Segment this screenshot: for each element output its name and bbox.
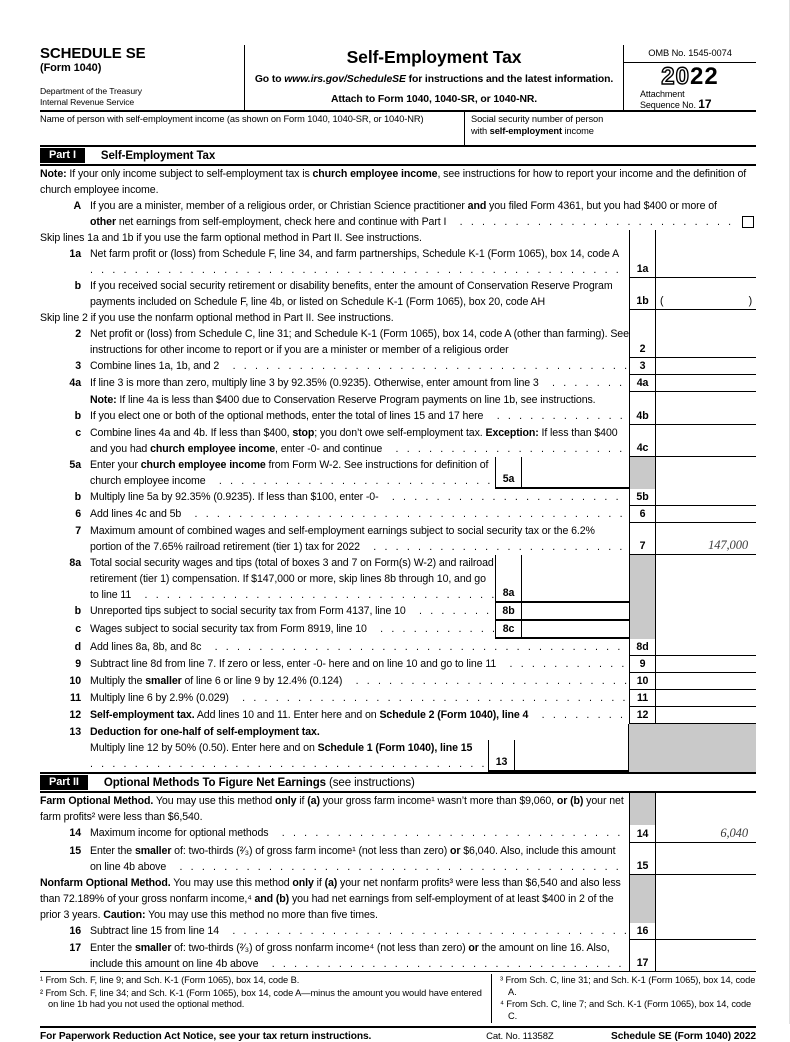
line-9-label-cell: 9 (629, 656, 656, 673)
line-8a-inline-box (495, 555, 629, 603)
form-title-block (245, 45, 624, 110)
form-title: Self-Employment Tax (346, 47, 522, 67)
shaded-cell (629, 793, 656, 825)
line-4b-amount-cell[interactable] (656, 408, 756, 425)
line-14-label-cell: 14 (629, 825, 656, 843)
line-5b-number: b (74, 491, 81, 503)
amount-cell (656, 603, 756, 621)
line-11-text: Multiply line 6 by 2.9% (0.029) . . . (90, 690, 629, 706)
line-10-row (40, 673, 756, 690)
line-13-row (40, 740, 756, 772)
amount-cell (656, 310, 756, 326)
line-9-text: Subtract line 8d from line 7. If zero or less, enter -0- here and on line 10 and go to line 11 . . . (90, 656, 629, 672)
year-solid-part: 22 (690, 63, 719, 90)
nonfarm-optional-method-row (40, 875, 756, 923)
line-4b-text: If you elect one or both of the optional methods, enter the total of lines 15 and 17 here . . . (90, 408, 629, 424)
attachment-label: Attachment (640, 89, 685, 99)
shaded-area (628, 740, 756, 772)
line-8c-inline-box (495, 621, 629, 639)
farm-optional-method-row (40, 793, 756, 825)
sequence-label: Sequence No. (640, 100, 699, 110)
line-2-number: 2 (75, 328, 81, 340)
line-4c-number: c (75, 427, 81, 439)
line-4c-row (40, 425, 756, 457)
line-8a-number: 8a (69, 557, 81, 569)
line-3-row (40, 358, 756, 375)
line-8d-label-cell: 8d (629, 639, 656, 656)
line-8a-label-cell: 8a (495, 555, 522, 602)
line-5a-entry[interactable] (522, 457, 629, 488)
line-7-value: 147,000 (708, 538, 748, 552)
line-14-number: 14 (69, 827, 81, 839)
line-9-number: 9 (75, 658, 81, 670)
line-9-amount-cell[interactable] (656, 656, 756, 673)
part2-header (40, 772, 756, 793)
line-8b-inline-box (495, 603, 629, 621)
line-5a-text: Enter your church employee income from Form W-2. See instructions for definition of church employee income . . . (90, 457, 495, 489)
farm-optional-method-text: Farm Optional Method. You may use this method only if (a) your gross farm income¹ wasn’t more than $9,060, or (b) your net farm profits² were less than $6,540. (40, 795, 624, 823)
line-A-text: If you are a minister, member of a religious order, or Christian Science practitioner and you filed Form 4361, but you had $400 or more of other net earnings from self-employment, check here and continue with Part I . . . (90, 198, 734, 230)
ssn-field[interactable] (464, 112, 756, 145)
line-14-row (40, 825, 756, 843)
line-3-number: 3 (75, 360, 81, 372)
amount-cell (656, 621, 756, 639)
footnote-2: ² From Sch. F, line 34; and Sch. K-1 (Form 1065), box 14, code A—minus the amount you would have entered on line 1b had you not used the optional method. (40, 987, 482, 1009)
amount-cell (656, 875, 756, 923)
footer-form-id: Schedule SE (Form 1040) 2022 (611, 1031, 756, 1042)
line-5b-text: Multiply line 5a by 92.35% (0.9235). If less than $100, enter -0- . . . (90, 489, 629, 505)
name-field (40, 112, 464, 145)
line-12-label-cell: 12 (629, 707, 656, 724)
line-13-inline-box (488, 740, 628, 772)
spacer (40, 740, 90, 772)
line-8d-text: Add lines 8a, 8b, and 8c . . . (90, 639, 629, 655)
line-4a-note-row (40, 392, 756, 408)
ssn-field-label-line2: with self-employment income (471, 126, 594, 136)
line-17-row (40, 940, 756, 972)
line-4c-amount-cell[interactable] (656, 425, 756, 457)
omb-year-block (624, 45, 756, 110)
label-cell (629, 310, 656, 326)
footnotes-right-column (492, 974, 756, 1023)
paperwork-notice: For Paperwork Reduction Act Notice, see your tax return instructions. (40, 1031, 372, 1042)
line-17-number: 17 (69, 942, 81, 954)
line-1a-number: 1a (69, 248, 81, 260)
shaded-area (628, 724, 756, 740)
line-A-checkbox[interactable] (742, 216, 754, 228)
name-field-label: Name of person with self-employment income (as shown on Form 1040, 1040-SR, or 1040-NR) (40, 114, 424, 124)
line-8a-text: Total social security wages and tips (total of boxes 3 and 7 on Form(s) W-2) and railroad retirement (tier 1) compensation. If $147,000 or more, skip lines 8b through 10, and go to line 11 . . . (90, 555, 495, 603)
line-8d-amount-cell[interactable] (656, 639, 756, 656)
line-15-row (40, 843, 756, 875)
shaded-cell (629, 875, 656, 923)
line-8c-label-cell: 8c (495, 621, 522, 638)
line-17-text: Enter the smaller of: two-thirds (²⁄₃) of gross nonfarm income⁴ (not less than zero) or the amount on line 16. Also, include this amount on line 4b above . . . (90, 940, 629, 972)
line-17-label-cell: 17 (629, 940, 656, 972)
line-17-amount-cell[interactable] (656, 940, 756, 972)
line-6-label-cell: 6 (629, 506, 656, 523)
line-7-amount-cell (656, 523, 756, 555)
line-12-number: 12 (69, 709, 81, 721)
department-line1: Department of the Treasury (40, 86, 143, 96)
line-15-number: 15 (69, 845, 81, 857)
line-4a-number: 4a (69, 377, 81, 389)
tax-year (624, 64, 756, 89)
part1-title: Self-Employment Tax (100, 149, 216, 162)
line-1a-amount-cell[interactable] (656, 246, 756, 278)
line-16-amount-cell[interactable] (656, 923, 756, 940)
line-7-row (40, 523, 756, 555)
omb-number: OMB No. 1545-0074 (624, 45, 756, 63)
line-10-number: 10 (69, 675, 81, 687)
line-8b-text: Unreported tips subject to social security tax from Form 4137, line 10 . . . (90, 603, 495, 619)
line-2-label-cell: 2 (629, 326, 656, 358)
line-8c-text: Wages subject to social security tax from Form 8919, line 10 . . . (90, 621, 495, 637)
line-4a-text: If line 3 is more than zero, multiply line 3 by 92.35% (0.9235). Otherwise, enter amount from line 3 . . . (90, 375, 629, 391)
amount-cell (656, 793, 756, 825)
amount-cell (656, 555, 756, 603)
ssn-field-label-line1: Social security number of person (471, 114, 604, 124)
line-7-label-cell: 7 (629, 523, 656, 555)
line-11-row (40, 690, 756, 707)
line-14-amount-cell (656, 825, 756, 843)
spacer (40, 392, 90, 408)
line-2-row (40, 326, 756, 358)
line-2-amount-cell[interactable] (656, 326, 756, 358)
nonfarm-optional-method-text: Nonfarm Optional Method. You may use this method only if (a) your net nonfarm profits³ were less than $6,540 and also less than 72.189% of your gross nonfarm income,⁴ and (b) you had net earnings from self-employment of at least $400 in 2 of the prior 3 years. Caution: You may use this method no more than five times. (40, 877, 621, 921)
line-6-text: Add lines 4c and 5b . . . (90, 506, 629, 522)
line-10-amount-cell[interactable] (656, 673, 756, 690)
line-5b-amount-cell[interactable] (656, 489, 756, 506)
line-13-text: Multiply line 12 by 50% (0.50). Enter here and on Schedule 1 (Form 1040), line 15 . . . (90, 740, 488, 772)
form-number: (Form 1040) (40, 62, 102, 74)
line-2-text: Net profit or (loss) from Schedule C, line 31; and Schedule K-1 (Form 1065), box 14, code A (other than farming). See instructions for other income to report or if you are a minister or member of a religious order (90, 328, 629, 356)
line-3-text: Combine lines 1a, 1b, and 2 . . . (90, 358, 629, 374)
form-header (40, 45, 756, 112)
line-8c-row (40, 621, 756, 639)
line-4c-label-cell: 4c (629, 425, 656, 457)
catalog-number: Cat. No. 11358Z (486, 1031, 554, 1042)
form-footer (40, 1026, 756, 1042)
line-16-text: Subtract line 15 from line 14 . . . (90, 923, 629, 939)
line-8d-number: d (74, 641, 81, 653)
skip-1a-1b-text: Skip lines 1a and 1b if you use the farm optional method in Part II. See instructions. (40, 232, 422, 244)
line-6-row (40, 506, 756, 523)
line-1b-amount-cell[interactable] (656, 278, 756, 310)
line-5b-row (40, 489, 756, 506)
line-1b-row (40, 278, 756, 310)
line-4c-text: Combine lines 4a and 4b. If less than $400, stop; you don’t owe self-employment tax. Exception: If less than $400 and you had church employee income, enter -0- and continue . . . (90, 425, 629, 457)
form-id-block (40, 45, 245, 110)
line-10-text: Multiply the smaller of line 6 or line 9 by 12.4% (0.124) . . . (90, 673, 629, 689)
line-7-text: Maximum amount of combined wages and self-employment earnings subject to social security tax or the 6.2% portion of the 7.65% railroad retirement (tier 1) tax for 2022 . . . (90, 523, 629, 555)
attachment-sequence (624, 89, 756, 110)
line-4b-label-cell: 4b (629, 408, 656, 425)
line-14-value: 6,040 (720, 826, 748, 840)
line-4a-row (40, 375, 756, 392)
part2-badge: Part II (40, 775, 88, 790)
shaded-cell (629, 457, 656, 489)
line-5b-label-cell: 5b (629, 489, 656, 506)
line-8c-number: c (75, 623, 81, 635)
sequence-number: 17 (698, 97, 712, 111)
line-11-label-cell: 11 (629, 690, 656, 707)
line-8a-row (40, 555, 756, 603)
line-10-label-cell: 10 (629, 673, 656, 690)
skip-2-text: Skip line 2 if you use the nonfarm optional method in Part II. See instructions. (40, 312, 394, 324)
footnote-3: ³ From Sch. C, line 31; and Sch. K-1 (Form 1065), box 14, code A. (500, 975, 756, 997)
line-12-text: Self-employment tax. Add lines 10 and 11. Enter here and on Schedule 2 (Form 1040), line 4 . . . (90, 707, 629, 723)
line-1a-text: Net farm profit or (loss) from Schedule F, line 34, and farm partnerships, Schedule K-1 (Form 1065), box 14, code A . . . (90, 246, 629, 278)
goto-instructions: Go to www.irs.gov/ScheduleSE for instructions and the latest information. (254, 74, 614, 85)
line-13-heading-row (40, 724, 756, 740)
line-4b-row (40, 408, 756, 425)
line-11-amount-cell[interactable] (656, 690, 756, 707)
line-16-label-cell: 16 (629, 923, 656, 940)
line-8b-row (40, 603, 756, 621)
sequence-line (640, 99, 756, 110)
line-5a-label-cell: 5a (495, 457, 522, 488)
line-12-row (40, 707, 756, 724)
line-6-amount-cell[interactable] (656, 506, 756, 523)
line-4a-note-text: Note: If line 4a is less than $400 due to Conservation Reserve Program payments on line 1b, see instructions. (90, 394, 596, 406)
line-8d-row (40, 639, 756, 656)
line-13-number: 13 (69, 726, 81, 738)
line-8b-entry[interactable] (522, 603, 629, 620)
footnotes (40, 971, 756, 1026)
line-14-text: Maximum income for optional methods . . . (90, 825, 629, 841)
name-input-area[interactable] (40, 125, 460, 145)
line-15-text: Enter the smaller of: two-thirds (²⁄₃) of gross farm income¹ (not less than zero) or $6,040. Also, include this amount on line 4b above . . . (90, 843, 629, 875)
shaded-cell (629, 603, 656, 621)
line-16-row (40, 923, 756, 940)
schedule-name: SCHEDULE SE (40, 45, 146, 62)
shaded-cell (629, 621, 656, 639)
part1-note: Note: If your only income subject to self-employment tax is church employee income, see instructions for how to report your income and the definition of church employee income. (40, 168, 747, 196)
skip-1a-1b-row (40, 230, 756, 246)
line-5a-inline-box (495, 457, 629, 489)
line-11-number: 11 (70, 692, 81, 704)
skip-2-row (40, 310, 756, 326)
line-8b-number: b (74, 605, 81, 617)
line-3-amount-cell[interactable] (656, 358, 756, 375)
line-7-number: 7 (75, 525, 81, 537)
line-5a-number: 5a (69, 459, 81, 471)
line-6-number: 6 (75, 508, 81, 520)
paren-close: ) (748, 295, 752, 307)
line-1a-label-cell: 1a (629, 246, 656, 278)
line-5a-row (40, 457, 756, 489)
amount-cell (656, 230, 756, 246)
line-13-label-cell: 13 (488, 740, 515, 771)
department-line2: Internal Revenue Service (40, 96, 135, 107)
footnote-4: ⁴ From Sch. C, line 7; and Sch. K-1 (Form 1065), box 14, code C. (500, 999, 752, 1021)
paren-open: ( (660, 295, 664, 307)
amount-cell (656, 457, 756, 489)
part1-header (40, 145, 756, 166)
line-9-row (40, 656, 756, 673)
line-1b-label-cell: 1b (629, 278, 656, 310)
line-4b-number: b (74, 410, 81, 422)
line-1a-row (40, 246, 756, 278)
line-A-row (40, 198, 756, 230)
line-8c-entry[interactable] (522, 621, 629, 638)
line-15-amount-cell[interactable] (656, 843, 756, 875)
label-cell (629, 392, 656, 408)
line-8b-label-cell: 8b (495, 603, 522, 620)
line-1b-number: b (74, 280, 81, 292)
part2-title: Optional Methods To Figure Net Earnings (see instructions) (103, 776, 415, 789)
part1-badge: Part I (40, 148, 85, 163)
line-16-number: 16 (69, 925, 81, 937)
line-15-label-cell: 15 (629, 843, 656, 875)
line-3-label-cell: 3 (629, 358, 656, 375)
footnote-1: ¹ From Sch. F, line 9; and Sch. K-1 (Form 1065), box 14, code B. (40, 975, 300, 985)
department-block (40, 86, 238, 107)
footnotes-left-column (40, 974, 492, 1023)
label-cell (629, 230, 656, 246)
taxpayer-info-row (40, 112, 756, 145)
year-outline-part: 20 (661, 63, 690, 90)
line-13-heading-text: Deduction for one-half of self-employment tax. (90, 726, 320, 738)
amount-cell (656, 392, 756, 408)
line-A-number: A (73, 200, 81, 212)
line-8a-entry[interactable] (522, 555, 629, 602)
line-13-entry[interactable] (515, 740, 628, 771)
line-1b-text: If you received social security retirement or disability benefits, enter the amount of Conservation Reserve Program payments included on Schedule F, line 4b, or listed on Schedule K-1 (Form 1065), box 20, code AH (90, 280, 613, 308)
line-4a-label-cell: 4a (629, 375, 656, 392)
line-4a-amount-cell[interactable] (656, 375, 756, 392)
attach-instructions: Attach to Form 1040, 1040-SR, or 1040-NR. (330, 93, 538, 105)
shaded-cell (629, 555, 656, 603)
line-12-amount-cell[interactable] (656, 707, 756, 724)
